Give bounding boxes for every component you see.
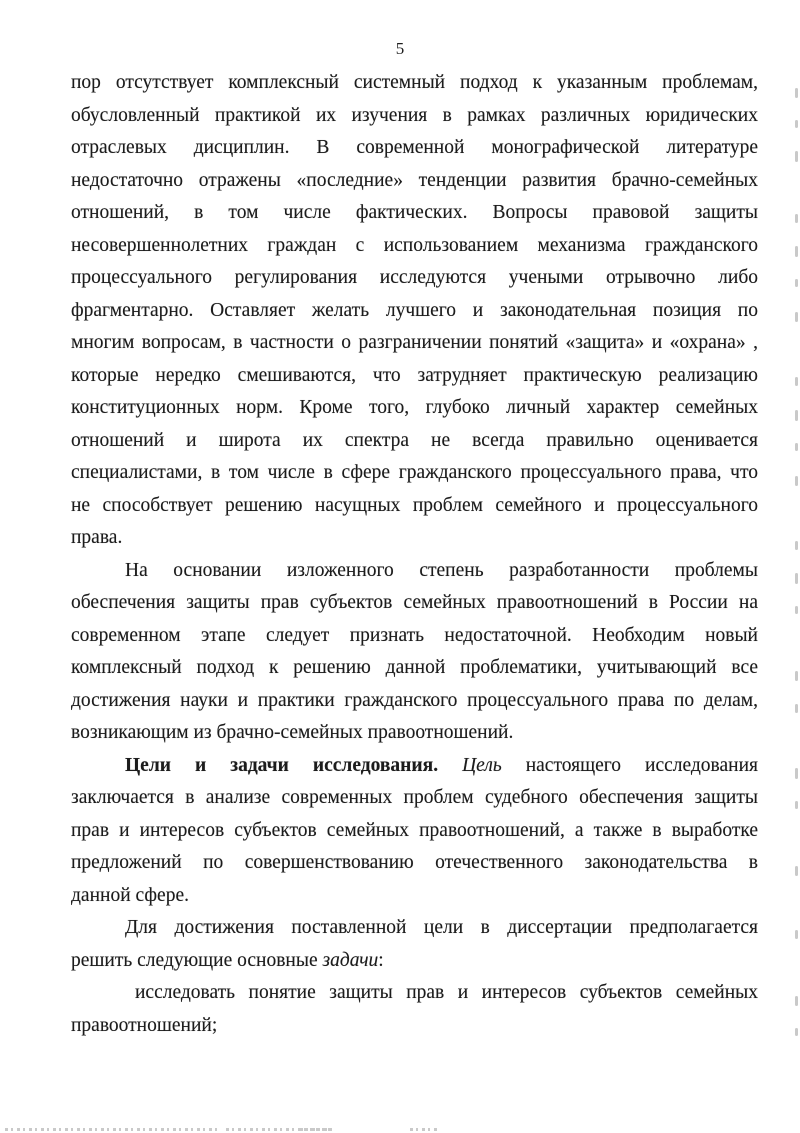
- scan-noise-right-mark: [795, 312, 798, 322]
- text-run: современном этапе следует признать недостаточной. Необходим новый: [71, 624, 758, 646]
- text-run: настоящего исследования: [501, 754, 758, 776]
- text-run: На основании изложенного степень разработанности проблемы: [125, 559, 758, 581]
- scan-noise-right-mark: [795, 573, 798, 584]
- text-run: права.: [71, 527, 123, 548]
- text-line: [71, 977, 758, 1010]
- text-run: :: [378, 949, 384, 971]
- text-line: [71, 100, 758, 133]
- italic-text-run: задачи: [322, 949, 379, 971]
- scan-noise-right-mark: [795, 996, 798, 1006]
- text-run: обеспечения защиты прав субъектов семейных правоотношений в России на: [71, 592, 758, 613]
- text-line: [71, 360, 758, 393]
- scan-noise-right-mark: [795, 88, 798, 98]
- text-line: [71, 262, 758, 295]
- text-line: [71, 132, 758, 165]
- text-line: [71, 815, 758, 848]
- text-line: [71, 230, 758, 263]
- scan-noise-right-mark: [795, 671, 798, 681]
- text-line: [71, 295, 758, 328]
- text-line: [71, 165, 758, 198]
- scan-noise-bottom-mark: [410, 1128, 437, 1131]
- italic-text-run: Цель: [462, 754, 502, 776]
- text-run: отношений, в том числе фактических. Вопросы правовой защиты: [71, 202, 758, 223]
- text-run: пор отсутствует комплексный системный подход к указанным проблемам,: [71, 72, 758, 93]
- text-line: [71, 847, 758, 880]
- text-run: достижения науки и практики гражданского процессуального права по делам,: [71, 689, 758, 711]
- scan-noise-bottom-mark: [5, 1128, 217, 1131]
- scan-noise-right-mark: [795, 541, 798, 550]
- text-run: решить следующие основные: [71, 949, 323, 971]
- text-run: правоотношений;: [71, 1014, 218, 1036]
- text-line: [71, 197, 758, 230]
- scan-noise-right-mark: [795, 377, 798, 386]
- scan-noise-bottom-mark: [300, 1128, 332, 1131]
- text-run: отраслевых дисциплин. В современной монографической литературе: [71, 137, 758, 158]
- text-line: [71, 652, 758, 685]
- scan-noise-right-mark: [795, 801, 798, 809]
- text-run: обусловленный практикой их изучения в рамках различных юридических: [71, 104, 758, 126]
- page-number: 5: [395, 39, 405, 58]
- scan-noise-right-mark: [795, 246, 798, 257]
- scan-noise-right-mark: [795, 476, 798, 486]
- text-line: [71, 685, 758, 718]
- scan-noise-right-mark: [795, 279, 798, 287]
- text-run: конституционных норм. Кроме того, глубоко личный характер семейных: [71, 397, 758, 418]
- text-run: недостаточно отражены «последние» тенденции развития брачно-семейных: [71, 169, 758, 191]
- scan-noise-right-mark: [795, 704, 798, 713]
- text-line: [71, 555, 758, 588]
- scan-noise-right-mark: [795, 1028, 798, 1036]
- scan-noise-right-mark: [795, 214, 798, 223]
- text-run: прав и интересов субъектов семейных правоотношений, а также в выработке: [71, 819, 758, 841]
- text-run: несовершеннолетних граждан с использованием механизма гражданского: [71, 234, 758, 256]
- scan-noise-right-mark: [795, 120, 798, 128]
- text-run: специалистами, в том числе в сфере гражданского процессуального права, что: [71, 462, 758, 483]
- text-run: Для достижения поставленной цели в диссертации предполагается: [125, 917, 758, 938]
- text-run: комплексный подход к решению данной проблематики, учитывающий все: [71, 657, 758, 678]
- scan-noise-right-mark: [795, 606, 798, 614]
- text-run: не способствует решению насущных проблем семейного и процессуального: [71, 494, 758, 516]
- text-run: процессуального регулирования исследуются учеными отрывочно либо: [71, 267, 758, 288]
- text-line: [71, 1010, 758, 1043]
- text-run: [438, 755, 462, 776]
- scan-noise-right-mark: [795, 866, 798, 876]
- text-run: данной сфере.: [71, 884, 189, 906]
- text-run: предложений по совершенствованию отечественного законодательства в: [71, 852, 758, 873]
- text-line: [71, 490, 758, 523]
- text-line: [71, 717, 758, 750]
- scan-noise-right-mark: [795, 443, 798, 451]
- text-run: возникающим из брачно-семейных правоотношений.: [71, 722, 514, 743]
- text-run: многим вопросам, в частности о разграничении понятий «защита» и «охрана» ,: [71, 332, 758, 353]
- text-line: [71, 522, 758, 555]
- text-line: [71, 392, 758, 425]
- scan-noise-right-mark: [795, 768, 798, 779]
- scan-noise-right-mark: [795, 930, 798, 939]
- text-run: отношений и широта их спектра не всегда правильно оценивается: [71, 429, 758, 451]
- text-line: [71, 327, 758, 360]
- text-run: заключается в анализе современных проблем судебного обеспечения защиты: [71, 787, 758, 808]
- text-run: исследовать понятие защиты прав и интересов субъектов семейных: [135, 982, 758, 1003]
- text-run: фрагментарно. Оставляет желать лучшего и законодательная позиция по: [71, 299, 758, 321]
- text-block: [71, 67, 758, 1042]
- text-line: [71, 912, 758, 945]
- text-line: [71, 457, 758, 490]
- text-line: [71, 880, 758, 913]
- text-line: [71, 425, 758, 458]
- scan-noise-right-mark: [795, 410, 798, 421]
- text-line: [71, 587, 758, 620]
- scan-noise-right-mark: [795, 151, 798, 162]
- text-line: [71, 67, 758, 100]
- text-line: [71, 782, 758, 815]
- bold-text-run: Цели и задачи исследования.: [125, 754, 439, 776]
- text-line: [71, 750, 758, 783]
- text-run: которые нередко смешиваются, что затрудняет практическую реализацию: [71, 364, 758, 386]
- text-line: [71, 945, 758, 978]
- text-line: [71, 620, 758, 653]
